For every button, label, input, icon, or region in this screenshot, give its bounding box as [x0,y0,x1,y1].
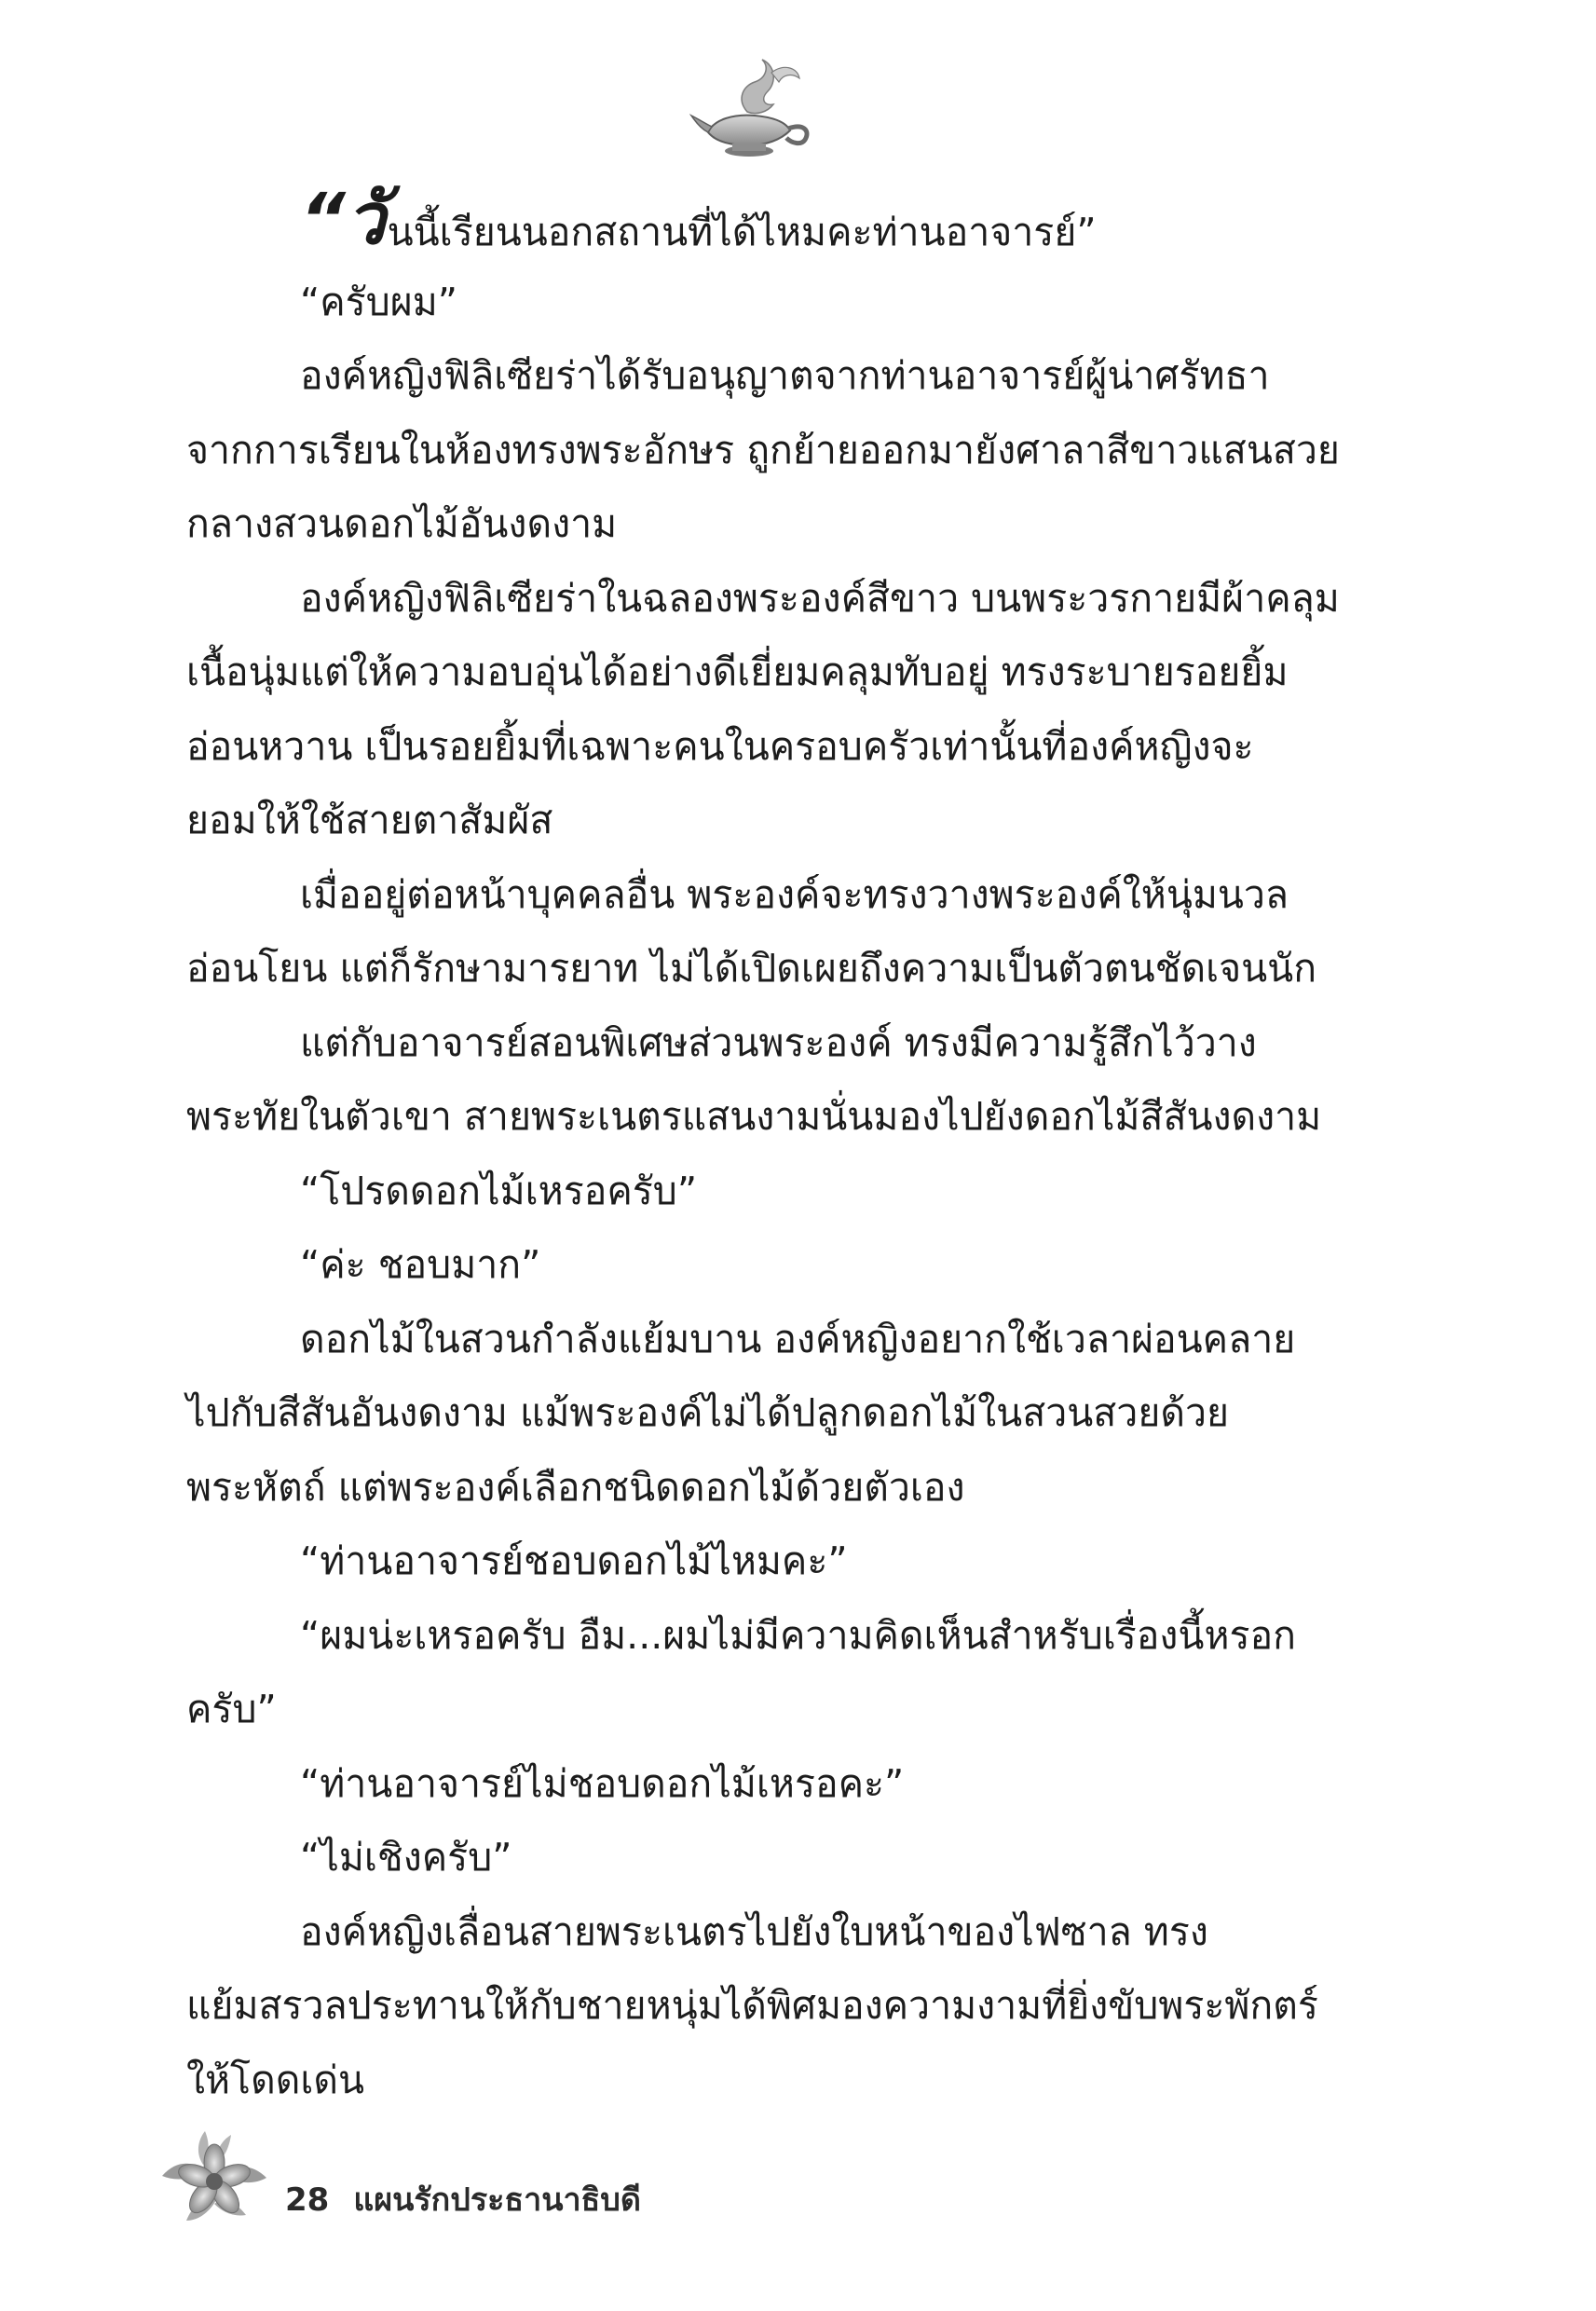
text-line: “ครับผม” [300,279,458,324]
text-line: พระหัตถ์ แต่พระองค์เลือกชนิดดอกไม้ด้วยตัวเอง [186,1464,965,1510]
text-line: เนื้อนุ่มแต่ให้ความอบอุ่นได้อย่างดีเยี่ยมคลุมทับอยู่ ทรงระบายรอยยิ้ม [186,650,1289,694]
text-line: ดอกไม้ในสวนกำลังแย้มบาน องค์หญิงอยากใช้เวลาผ่อนคลาย [300,1316,1296,1361]
text-line: จากการเรียนในห้องทรงพระอักษร ถูกย้ายออกมายังศาลาสีขาวแสนสวย [186,427,1340,472]
text-line: พระทัยในตัวเขา สายพระเนตรแสนงามนั่นมองไปยังดอกไม้สีสันงดงาม [186,1094,1322,1139]
text-line: นนี้เรียนนอกสถานที่ได้ไหมคะท่านอาจารย์” [387,210,1097,254]
text-line: “ท่านอาจารย์ไม่ชอบดอกไม้เหรอคะ” [300,1760,905,1806]
text-line: ไปกับสีสันอันงดงาม แม้พระองค์ไม่ได้ปลูกดอกไม้ในสวนสวยด้วย [186,1390,1230,1435]
text-line: กลางสวนดอกไม้อันงดงาม [186,501,618,546]
text-line: ให้โดดเด่น [186,2057,364,2102]
text-line: องค์หญิงฟิลิเซียร่าในฉลองพระองค์สีขาว บนพระวรกายมีผ้าคลุม [300,575,1340,621]
footer-label [285,2174,641,2224]
text-line: ครับ” [186,1687,277,1731]
opening-line [186,177,1328,266]
genie-lamp-icon [689,54,820,166]
text-line: อ่อนโยน แต่ก็รักษามารยาท ไม่ได้เปิดเผยถึงความเป็นตัวตนชัดเจนนัก [186,946,1317,991]
text-line: “ค่ะ ชอบมาก” [300,1242,541,1287]
text-line: แต่กับอาจารย์สอนพิเศษส่วนพระองค์ ทรงมีความรู้สึกไว้วาง [300,1019,1257,1065]
text-line: “ผมน่ะเหรอครับ อืม...ผมไม่มีความคิดเห็นสำหรับเรื่องนี้หรอก [300,1612,1296,1658]
text-line: อ่อนหวาน เป็นรอยยิ้มที่เฉพาะคนในครอบครัวเท่านั้นที่องค์หญิงจะ [186,723,1254,769]
page-number: 28 [285,2181,330,2219]
body-text [186,177,1340,2117]
flower-ornament-icon [149,2111,280,2241]
text-line: “ท่านอาจารย์ชอบดอกไม้ไหมคะ” [300,1538,848,1583]
text-line: “ไม่เชิงครับ” [300,1835,512,1880]
text-line: “โปรดดอกไม้เหรอครับ” [300,1168,698,1213]
text-line: แย้มสรวลประทานให้กับชายหนุ่มได้พิศมองความงามที่ยิ่งขับพระพักตร์ [186,1983,1318,2028]
text-line: ยอมให้ใช้สายตาสัมผัส [186,798,553,842]
text-line: องค์หญิงฟิลิเซียร่าได้รับอนุญาตจากท่านอาจารย์ผู้น่าศรัทธา [300,353,1270,398]
page-footer [149,2111,801,2241]
text-line: องค์หญิงเลื่อนสายพระเนตรไปยังใบหน้าของไฟซาล ทรง [300,1908,1208,1954]
drop-cap: “วั [300,177,386,260]
text-line: เมื่ออยู่ต่อหน้าบุคคลอื่น พระองค์จะทรงวางพระองค์ให้นุ่มนวล [300,871,1289,917]
book-title: แผนรักประธานาธิบดี [353,2181,641,2219]
